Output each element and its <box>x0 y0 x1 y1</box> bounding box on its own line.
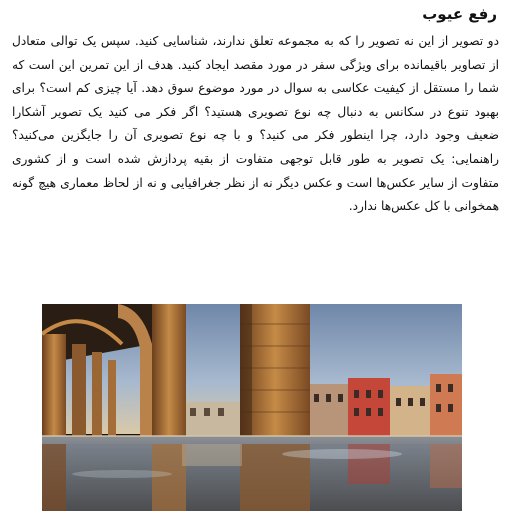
section-heading: رفع عیوب <box>422 5 497 23</box>
photo-illustration <box>42 304 462 511</box>
exercise-paragraph: دو تصویر از این نه تصویر را که به مجموعه تعلق ندارند، شناسایی کنید. سپس یک توالی متعادل از تصاویر باقیمانده برای ویژگی سفر در مورد مقصد ایجاد کنید. هدف از این تمرین این است که شما را مستقل از کیفیت عکاسی به سوال در مورد موضوع سوق دهد. آیا چیزی کم است؟ برای بهبود تنوع در سکانس به دنبال چه نوع تصویری هستید؟ اگر فکر می کنید یک تصویر آشکارا ضعیف وجود دارد، چرا اینطور فکر می کنید؟ و با چه نوع تصویری آن را جایگزین می‌کنید؟ راهنمایی: یک تصویر به طور قابل توجهی متفاوت از بقیه پردازش شده است و از کشوری متفاوت از سایر عکس‌ها است و عکس دیگر نه از نظر جغرافیایی و نه از لحاظ معماری هیچ گونه همخوانی با کل عکس‌ها ندارد. <box>12 34 499 214</box>
arcade-square-photo <box>42 304 462 511</box>
